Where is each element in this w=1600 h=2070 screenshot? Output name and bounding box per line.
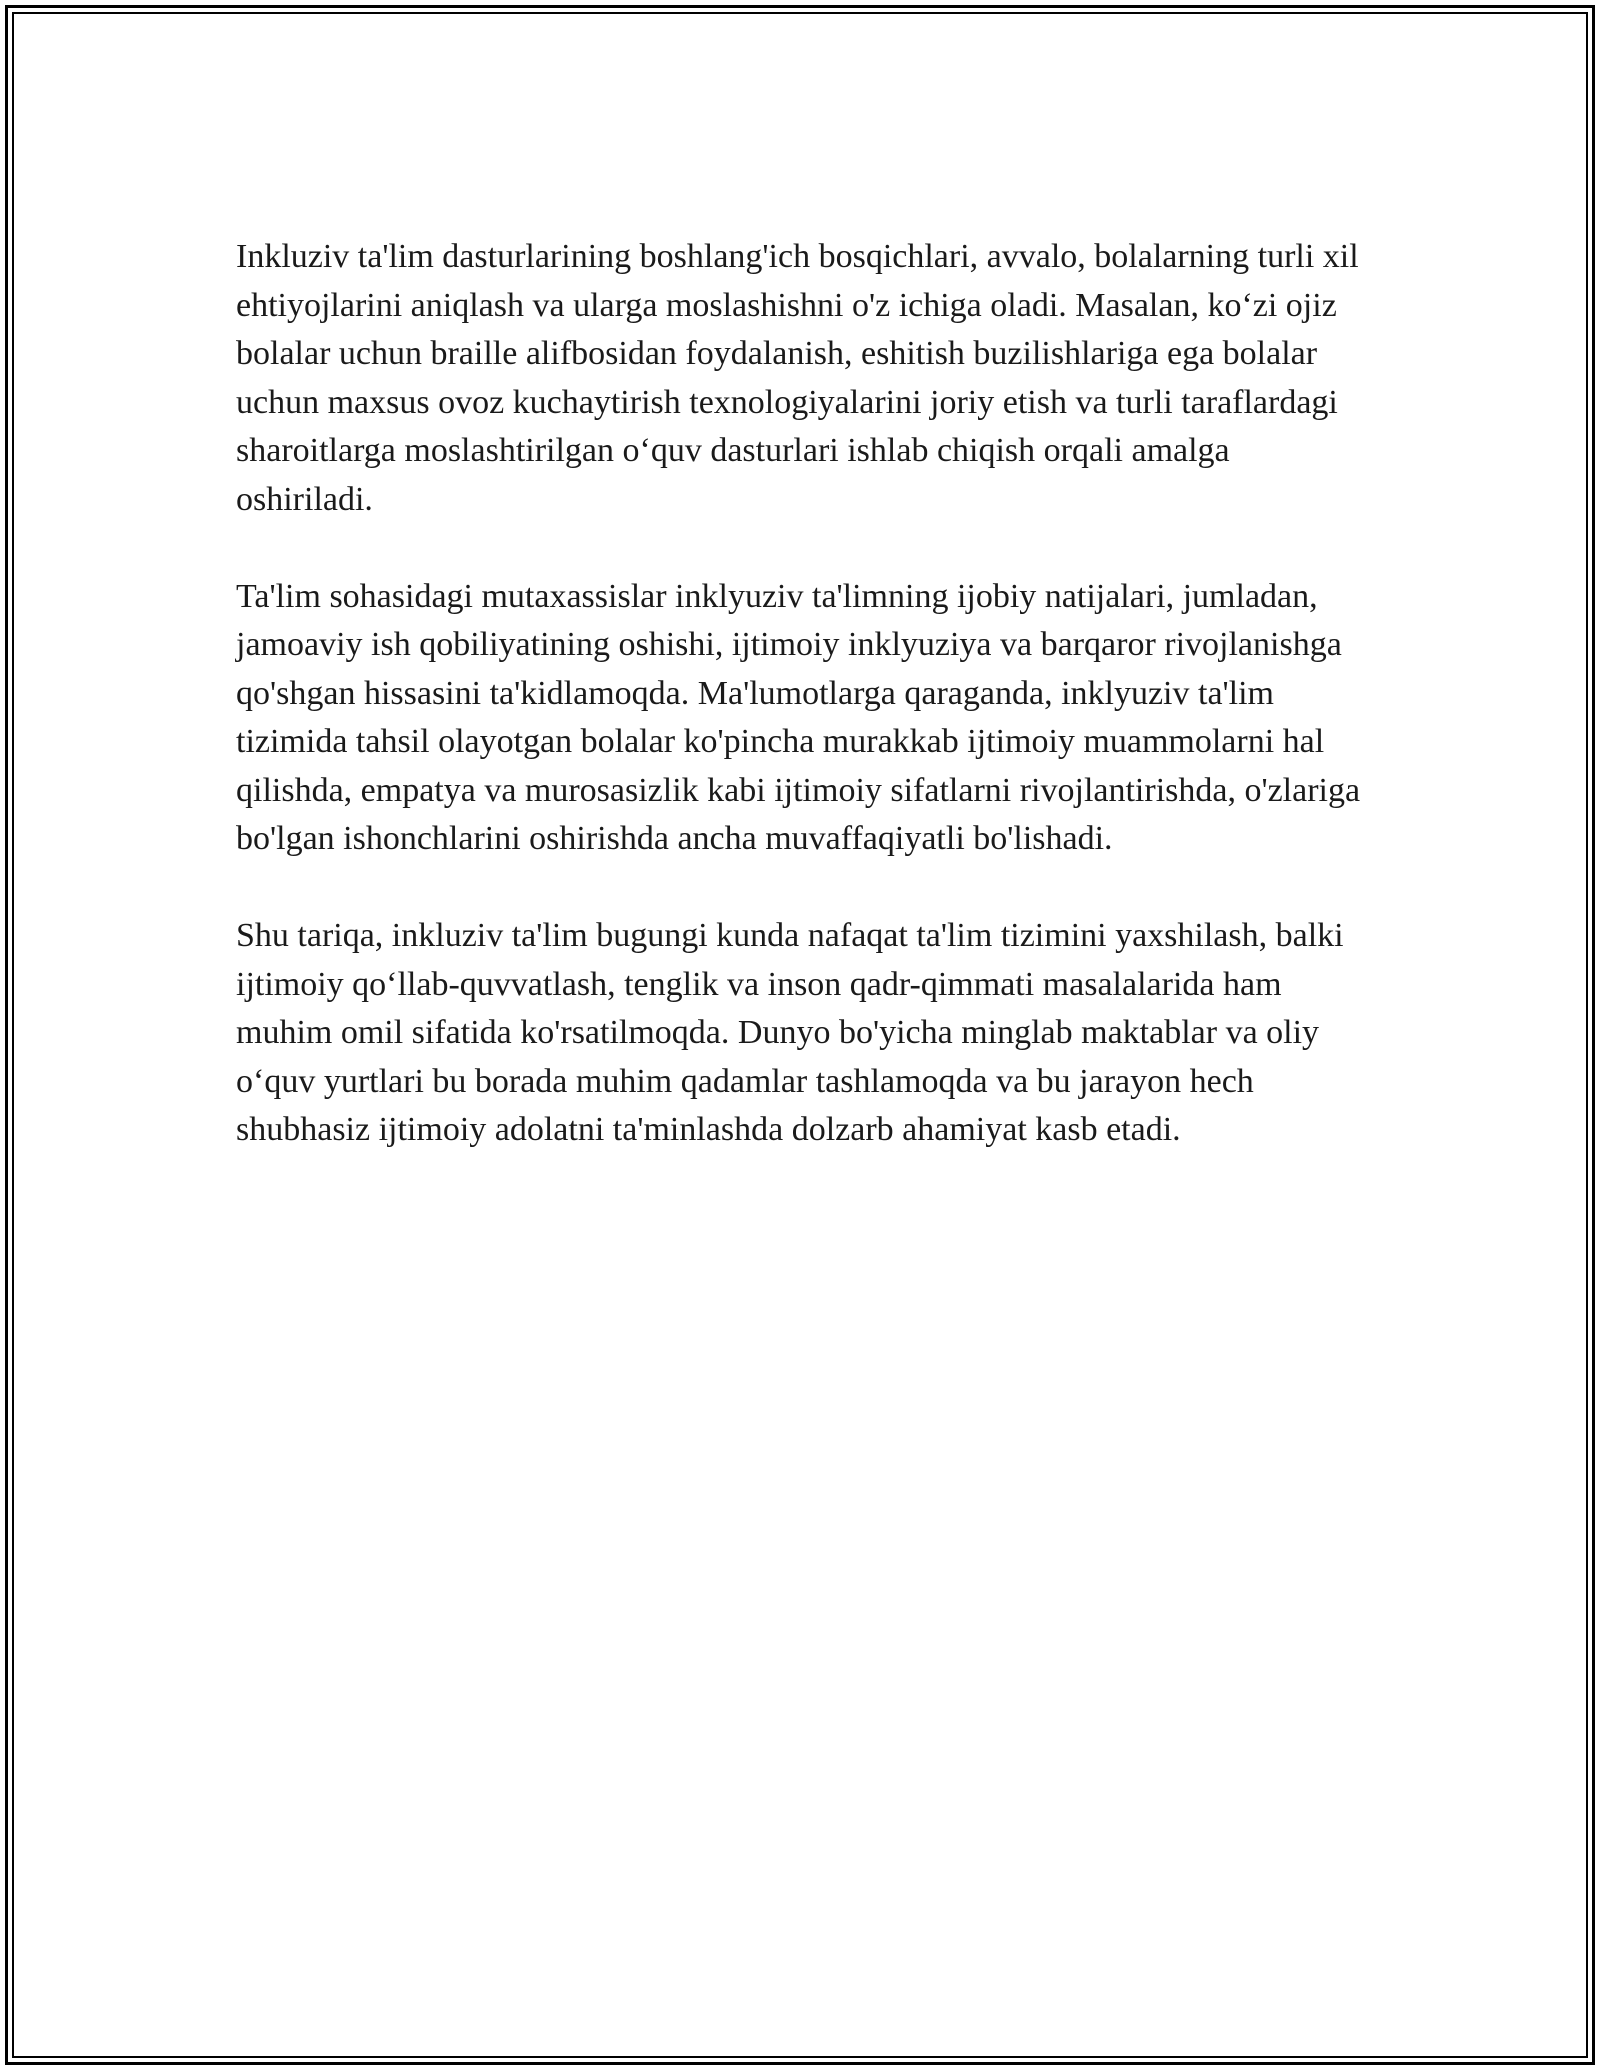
paragraph-3: Shu tariqa, inkluziv ta'lim bugungi kunda nafaqat ta'lim tizimini yaxshilash, balki ijtimoiy qo‘llab-quvvatlash, tenglik va inson qadr-qimmati masalalarida ham muhim omil sifatida ko'rsatilmoqda. Dunyo bo'yicha minglab maktablar va oliy o‘quv yurtlari bu borada muhim qadamlar tashlamoqda va bu jarayon hech shubhasiz ijtimoiy adolatni ta'minlashda dolzarb ahamiyat kasb etadi. <box>236 917 1344 1148</box>
paragraph-1: Inkluziv ta'lim dasturlarining boshlang'ich bosqichlari, avvalo, bolalarning turli xil ehtiyojlarini aniqlash va ularga moslashishni o'z ichiga oladi. Masalan, ko‘zi ojiz bolalar uchun braille alifbosidan foydalanish, eshitish buzilishlariga ega bolalar uchun maxsus ovoz kuchaytirish texnologiyalarini joriy etish va turli taraflardagi sharoitlarga moslashtirilgan o‘quv dasturlari ishlab chiqish orqali amalga oshiriladi. <box>236 238 1359 518</box>
paragraph-2: Ta'lim sohasidagi mutaxassislar inklyuziv ta'limning ijobiy natijalari, jumladan, jamoaviy ish qobiliyatining oshishi, ijtimoiy inklyuziya va barqaror rivojlanishga qo'shgan hissasini ta'kidlamoqda. Ma'lumotlarga qaraganda, inklyuziv ta'lim tizimida tahsil olayotgan bolalar ko'pincha murakkab ijtimoiy muammolarni hal qilishda, empatya va murosasizlik kabi ijtimoiy sifatlarni rivojlantirishda, o'zlariga bo'lgan ishonchlarini oshirishda ancha muvaffaqiyatli bo'lishadi. <box>236 577 1361 857</box>
document-body <box>236 233 1364 1203</box>
